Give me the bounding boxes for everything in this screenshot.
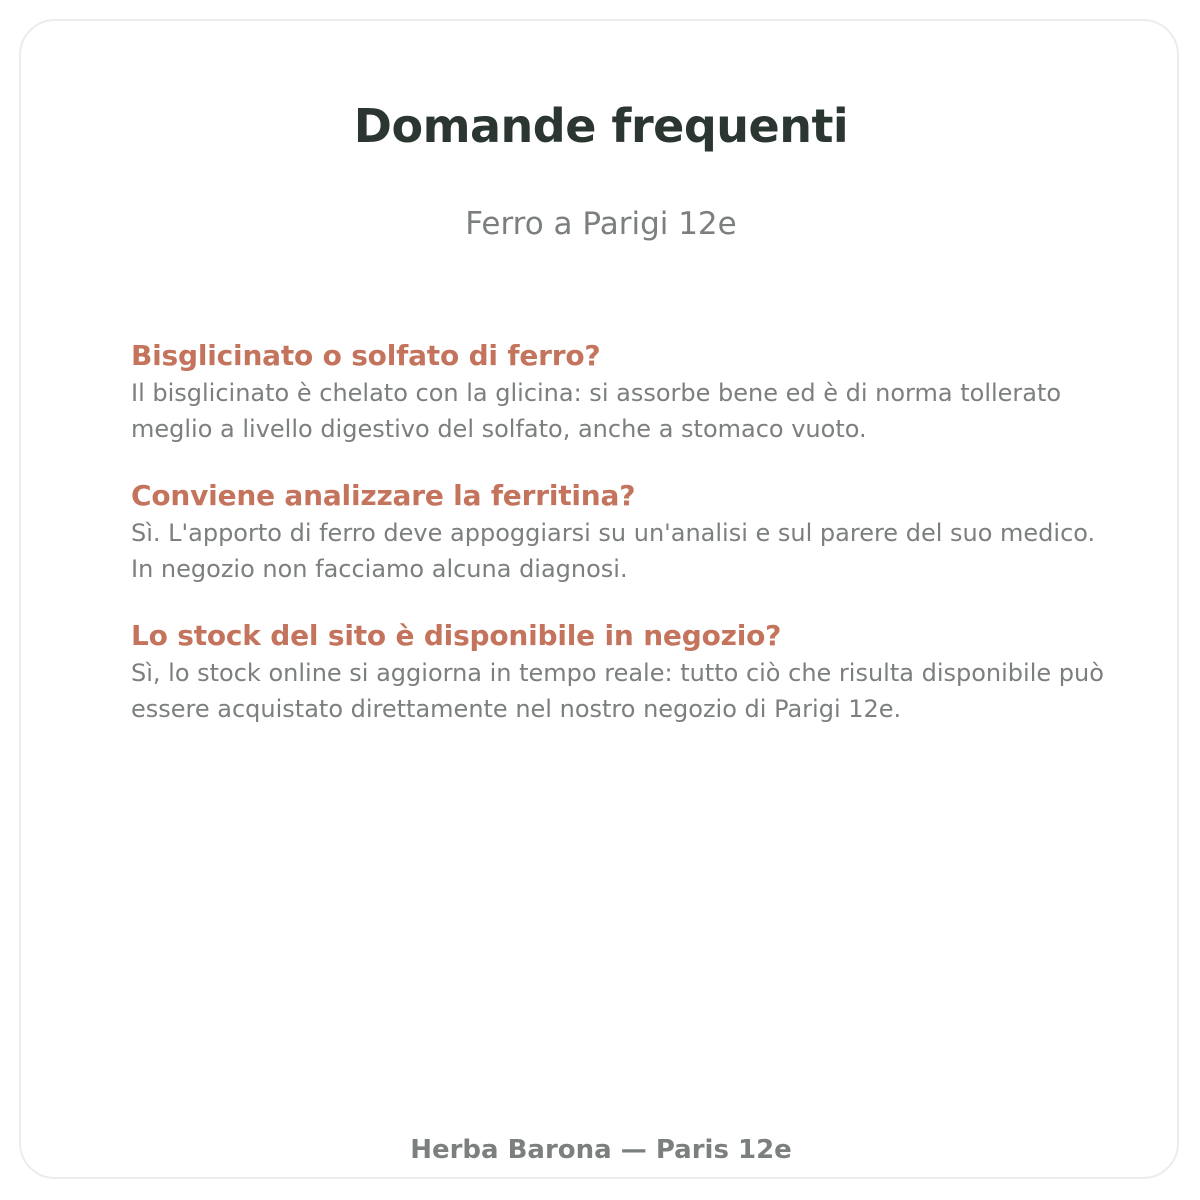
faq-answer: Il bisglicinato è chelato con la glicina: si assorbe bene ed è di norma tollerato meglio a livello digestivo del solfato, anche a stomaco vuoto. — [131, 379, 1062, 443]
page-title: Domande frequenti — [353, 99, 849, 153]
faq-question: Lo stock del sito è disponibile in negozio? — [131, 619, 782, 652]
faq-list — [131, 337, 1111, 757]
faq-answer: Sì, lo stock online si aggiorna in tempo reale: tutto ciò che risulta disponibile può essere acquistato direttamente nel nostro negozio di Parigi 12e. — [131, 659, 1104, 723]
faq-card — [19, 19, 1179, 1179]
page-subtitle: Ferro a Parigi 12e — [465, 206, 737, 242]
faq-question: Bisglicinato o solfato di ferro? — [131, 339, 601, 372]
footer-brand: Herba Barona — Paris 12e — [410, 1135, 792, 1165]
faq-item — [131, 337, 1111, 447]
faq-item — [131, 617, 1111, 727]
faq-question: Conviene analizzare la ferritina? — [131, 479, 636, 512]
faq-answer: Sì. L'apporto di ferro deve appoggiarsi su un'analisi e sul parere del suo medico. In negozio non facciamo alcuna diagnosi. — [131, 519, 1096, 583]
faq-item — [131, 477, 1111, 587]
